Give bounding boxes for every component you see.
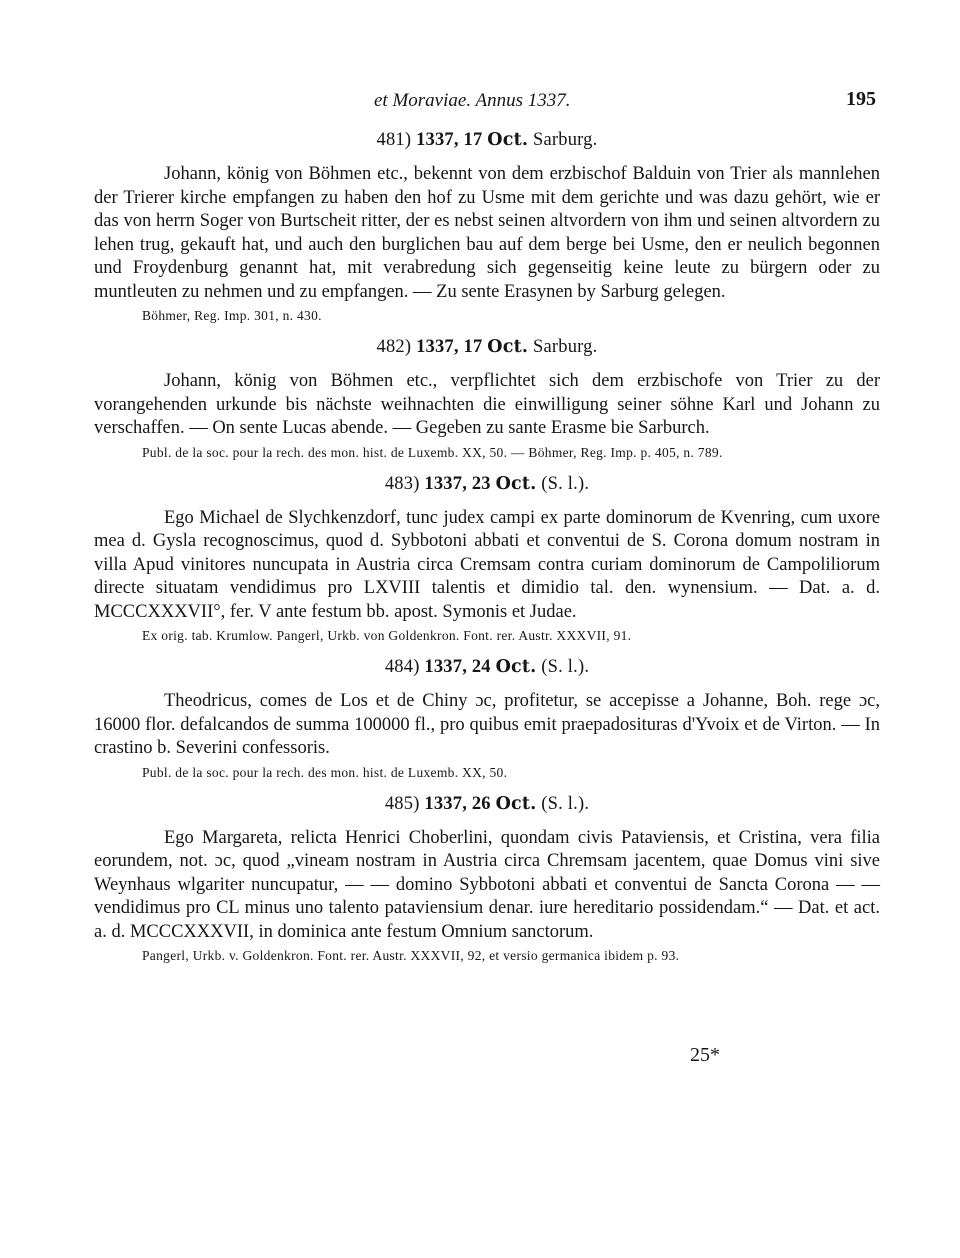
entry-month: Oct. bbox=[495, 473, 537, 494]
entry-text: Ego Margareta, relicta Henrici Choberlini, quondam civis Pataviensis, et Cristina, vera filia eorundem, not. ɔc, quod „vineam nostram in Austria circa Chremsam jacentem, quae Domus vini sive Weynhaus wlgariter nuncupatur, — — domino Sybbotoni abbati et conventui de Sancta Corona — — vendidimus pro CL minus uno talento pataviensium denar. iure hereditario possidendam.“ — Dat. et act. a. d. MCCCXXXVII, in dominica ante festum Omnium sanctorum. bbox=[94, 827, 880, 942]
entry-text: Johann, könig von Böhmen etc., verpflichtet sich dem erzbischofe von Trier zu der vorangehenden urkunde bis nächste weihnachten die einwilligung seiner söhne Karl und Johann zu verschaffen. — On sente Lucas abende. — Gegeben zu sante Erasme bie Sarburch. bbox=[94, 371, 880, 438]
entry-source: Pangerl, Urkb. v. Goldenkron. Font. rer. Austr. XXXVII, 92, et versio germanica ibidem p. 93. bbox=[142, 948, 680, 963]
entry-place: (S. l.). bbox=[541, 657, 590, 677]
entry-source: Böhmer, Reg. Imp. 301, n. 430. bbox=[142, 308, 322, 323]
entry-heading bbox=[94, 474, 880, 495]
entry-date: 1337, 26 bbox=[424, 793, 491, 814]
entry-month: Oct. bbox=[487, 130, 529, 150]
entry-date: 1337, 24 bbox=[424, 657, 491, 677]
entry-source: Publ. de la soc. pour la rech. des mon. hist. de Luxemb. XX, 50. — Böhmer, Reg. Imp. p. 405, n. 789. bbox=[142, 444, 723, 460]
entry-484 bbox=[94, 657, 880, 782]
entry-483 bbox=[94, 474, 880, 646]
entry-place: Sarburg. bbox=[532, 337, 598, 357]
entry-number: 482) bbox=[376, 337, 412, 357]
document-page bbox=[94, 88, 880, 965]
running-title: et Moraviae. Annus 1337. bbox=[374, 90, 571, 111]
entry-heading bbox=[94, 657, 880, 678]
entry-month: Oct. bbox=[495, 657, 537, 677]
entry-481 bbox=[94, 130, 880, 325]
entry-text: Ego Michael de Slychkenzdorf, tunc judex campi ex parte dominorum de Kvenring, cum uxore mea d. Gysla recognoscimus, quod d. Sybbotoni abbati et conventui de S. Corona domum nostram in villa Apud vinitores nuncupata in Austria circa Cremsam contra curiam dominorum de Campoliliorum directe situatam vendidimus pro LXVIII talentis et dimidio tal. den. wynensium. — Dat. a. d. MCCCXXXVII°, fer. V ante festum bb. apost. Symonis et Judae. bbox=[94, 507, 880, 622]
entry-text: Theodricus, comes de Los et de Chiny ɔc, profitetur, se accepisse a Johanne, Boh. rege ɔc, 16000 flor. defalcandos de summa 100000 fl., pro quibus emit praepadosituras d'Yvoix et de Virton. — In crastino b. Severini confessoris. bbox=[94, 691, 880, 758]
entry-number: 483) bbox=[384, 473, 420, 494]
entry-heading bbox=[94, 130, 880, 151]
entry-485 bbox=[94, 794, 880, 966]
entry-date: 1337, 17 bbox=[416, 130, 483, 150]
entry-place: (S. l.). bbox=[541, 793, 590, 814]
entry-place: Sarburg. bbox=[532, 130, 598, 150]
entry-date: 1337, 17 bbox=[416, 337, 483, 357]
entry-month: Oct. bbox=[487, 337, 529, 357]
running-head bbox=[94, 88, 880, 118]
entry-place: (S. l.). bbox=[541, 473, 590, 494]
entry-date: 1337, 23 bbox=[424, 473, 491, 494]
entry-482 bbox=[94, 337, 880, 462]
entry-month: Oct. bbox=[495, 793, 537, 814]
entry-number: 484) bbox=[384, 657, 420, 677]
entry-source: Publ. de la soc. pour la rech. des mon. hist. de Luxemb. XX, 50. bbox=[142, 764, 508, 780]
entry-heading bbox=[94, 794, 880, 815]
page-number: 195 bbox=[846, 88, 876, 110]
entry-number: 485) bbox=[384, 793, 420, 814]
entry-source: Ex orig. tab. Krumlow. Pangerl, Urkb. von Goldenkron. Font. rer. Austr. XXXVII, 91. bbox=[142, 628, 632, 643]
entry-text: Johann, könig von Böhmen etc., bekennt von dem erzbischof Balduin von Trier als mannlehen der Trierer kirche empfangen zu haben den hof zu Usme mit dem gerichte und was dazu gehört, wie er das von herrn Soger von Burtscheit ritter, der es nebst seinen altvordern von ihm und seinen altvordern zu lehen trug, gekauft hat, und auch den burglichen bau auf dem berge bei Usme, den er neulich begonnen und Froydenburg genannt hat, mit verabredung sich gegenseitig keine leute zu bürgern oder zu muntleuten zu nehmen und zu empfangen. — Zu sente Erasynen by Sarburg gelegen. bbox=[94, 164, 880, 302]
entry-number: 481) bbox=[376, 130, 412, 150]
signature-mark: 25* bbox=[690, 1044, 720, 1066]
entry-heading bbox=[94, 337, 880, 358]
